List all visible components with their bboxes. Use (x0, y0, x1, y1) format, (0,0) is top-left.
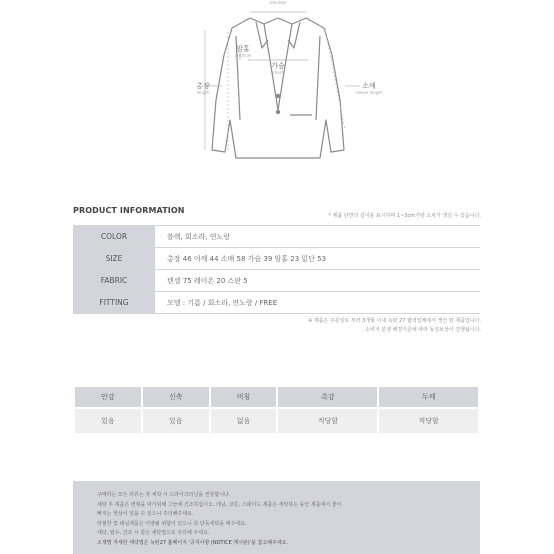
care-line: 구매하는 모든 의류는 첫 세탁 시 드라이크리닝을 권장합니다. (97, 492, 231, 498)
armhole-label: 암홀 armhole (234, 45, 252, 58)
measurement-note: * 제품 단면의 길이를 표시하며 1~3cm가량 오차가 생길 수 있습니다. (328, 213, 481, 219)
table-row (75, 407, 478, 433)
care-line: 세탁 후 제품은 변형을 막기위해 그늘에 건조하십시오. 데님, 코튼, 스웨이드 제품은 세탁하는 동안 제품에서 물이 (97, 501, 342, 508)
table-row (73, 270, 480, 292)
size-value: 총장 46 어깨 44 소매 58 가슴 39 암홀 23 밑단 53 (155, 248, 480, 270)
fabric-feel-table (73, 387, 480, 433)
sleeve-label: 소매 sleeve length (355, 82, 383, 95)
fitting-value: 모델 : 기름 / 회소라, 연노랑 / FREE (155, 292, 480, 314)
button-icon (276, 94, 280, 98)
table-header-row (75, 387, 478, 407)
texture-header: 촉감 (278, 387, 377, 407)
measurement-diagram (0, 0, 554, 185)
care-instructions (73, 481, 480, 554)
thickness-value: 적당함 (379, 407, 478, 433)
care-line: 세탁, 탈수, 건조 시 같은 세탁법으로 주의해 주세요. (97, 530, 210, 536)
fitting-header: FITTING (73, 292, 155, 314)
thickness-header: 두께 (379, 387, 478, 407)
fabric-header: FABRIC (73, 270, 155, 292)
size-header: SIZE (73, 248, 155, 270)
care-line: 빠지는 현상이 있을 수 있으니 주의해주세요. (97, 511, 194, 517)
care-line: 탁월한 및 데님제품은 이염될 위험이 있으니 꼭 단독세탁을 해주세요. (97, 520, 247, 527)
stretch-value: 있음 (143, 407, 209, 433)
chest-label: 가슴 chest (271, 62, 285, 75)
product-info-table (73, 225, 480, 314)
lining-value: 있음 (75, 407, 141, 433)
jacket-illustration (0, 0, 554, 185)
button-icon (276, 110, 280, 114)
see-through-value: 없음 (211, 407, 277, 433)
fabric-value: 텐셀 75 레이온 20 스판 5 (155, 270, 480, 292)
table-row (73, 226, 480, 248)
table-row (73, 248, 480, 270)
see-through-header: 비침 (211, 387, 277, 407)
color-header: COLOR (73, 226, 155, 248)
color-value: 블랙, 회소라, 연노랑 (155, 226, 480, 248)
lining-header: 안감 (75, 387, 141, 407)
warranty-note: ※ 제품은 주문일로 부터 3개월 이내 녹턴 27 협력업체에서 생산 된 제품입니다. 소비자 분쟁 해결기준에 따라 동일보상이 진행됩니다. (308, 318, 481, 333)
table-row (73, 292, 480, 314)
texture-value: 적당함 (278, 407, 377, 433)
length-label: 총장 length (196, 82, 210, 95)
shoulder-label: shoulder (269, 0, 287, 5)
care-line: 소재별 자세한 세탁법은 녹턴27 홈페이지 '공지사항 (NOTICE 게시판)'을 참고해주세요. (97, 539, 289, 546)
stretch-header: 신축 (143, 387, 209, 407)
section-title: PRODUCT INFORMATION (73, 206, 185, 215)
